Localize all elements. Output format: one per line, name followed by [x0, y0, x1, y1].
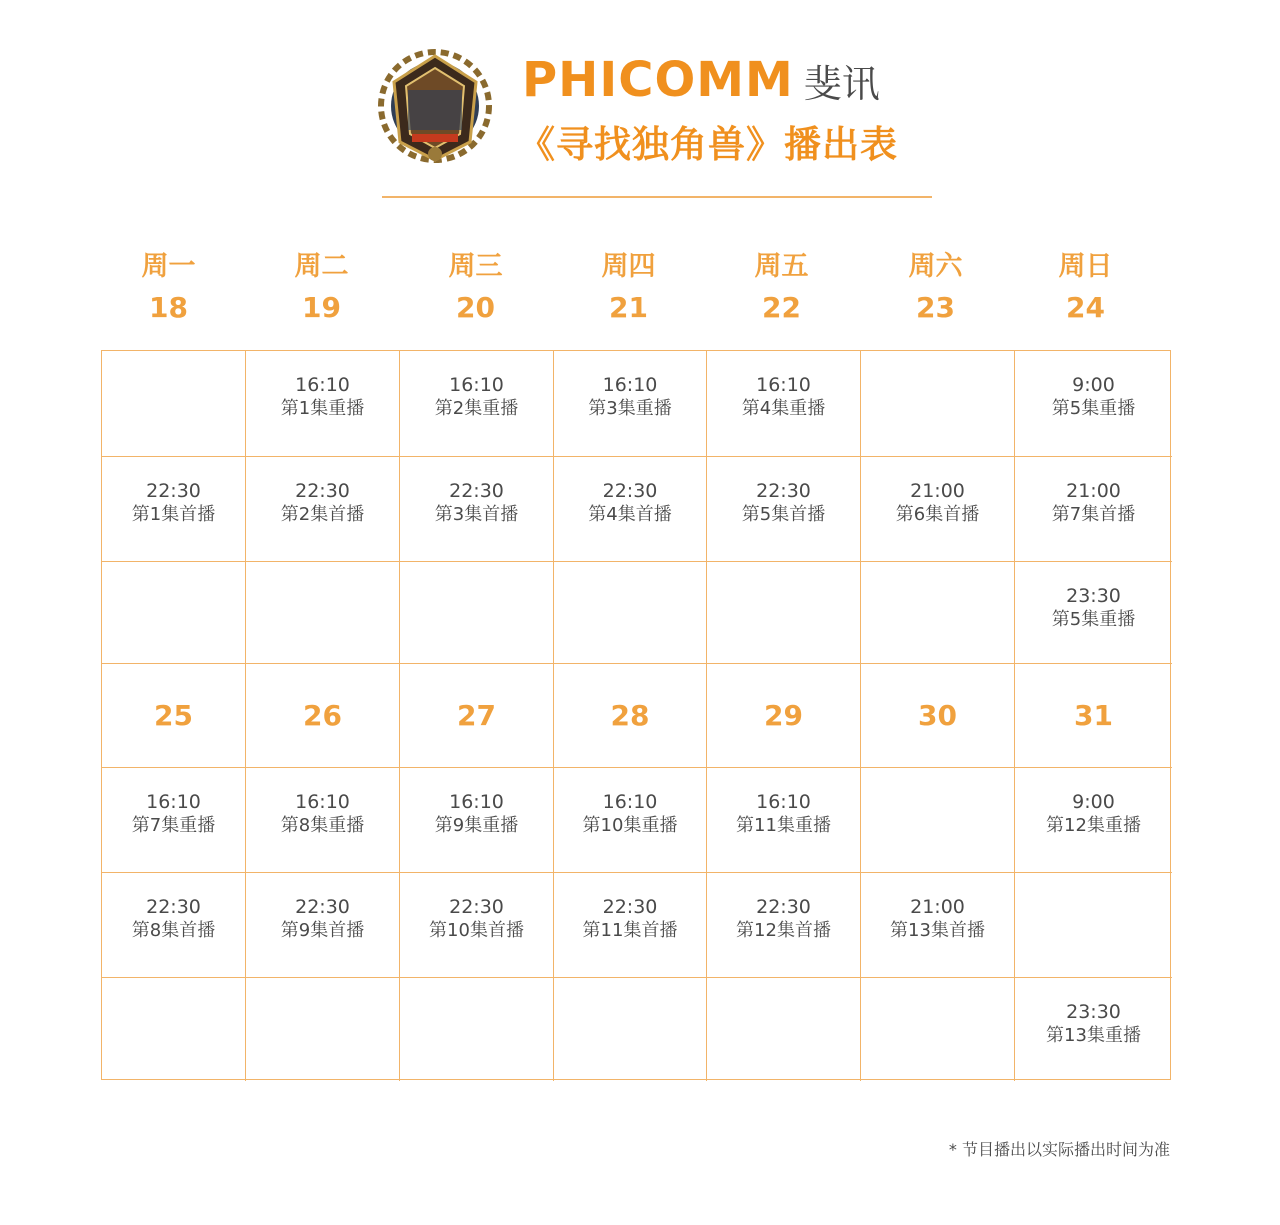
- empty-cell: [102, 562, 246, 664]
- episode-label: 第1集首播: [131, 504, 216, 525]
- empty-cell: [554, 562, 707, 664]
- air-time: 23:30: [1066, 585, 1121, 607]
- schedule-title: 《寻找独角兽》播出表: [518, 123, 898, 166]
- episode-label: 第4集首播: [588, 504, 672, 525]
- episode-label: 第3集重播: [588, 398, 672, 419]
- weekday-label: 周三: [448, 251, 503, 282]
- date-cell: [1015, 664, 1172, 768]
- date-number: 23: [916, 291, 955, 324]
- footnote: * 节目播出以实际播出时间为准: [948, 1140, 1170, 1159]
- schedule-cell: [400, 873, 554, 978]
- schedule-cell: [554, 768, 707, 873]
- episode-label: 第13集重播: [1046, 1025, 1141, 1046]
- empty-cell: [861, 351, 1015, 457]
- date-number: 22: [762, 291, 801, 324]
- day-header: [1009, 248, 1162, 330]
- day-header: [859, 248, 1012, 330]
- empty-cell: [246, 978, 400, 1081]
- weekday-label: 周五: [754, 251, 809, 282]
- date-cell: [246, 664, 400, 768]
- schedule-cell: [1015, 768, 1172, 873]
- air-time: 22:30: [756, 896, 811, 918]
- schedule-cell: [400, 351, 554, 457]
- day-header: [92, 248, 245, 330]
- date-cell: [400, 664, 554, 768]
- schedule-cell: [707, 873, 861, 978]
- episode-label: 第10集首播: [429, 920, 524, 941]
- date-number: 26: [303, 699, 342, 732]
- schedule-cell: [102, 457, 246, 562]
- schedule-cell: [707, 351, 861, 457]
- episode-label: 第13集首播: [890, 920, 985, 941]
- air-time: 16:10: [295, 374, 350, 396]
- episode-label: 第8集首播: [131, 920, 216, 941]
- date-number: 19: [302, 291, 341, 324]
- date-number: 21: [609, 291, 648, 324]
- air-time: 9:00: [1072, 374, 1115, 396]
- episode-label: 第9集重播: [434, 815, 519, 836]
- air-time: 22:30: [602, 480, 658, 502]
- date-cell: [102, 664, 246, 768]
- schedule-cell: [246, 457, 400, 562]
- air-time: 16:10: [449, 374, 504, 396]
- air-time: 22:30: [449, 896, 504, 918]
- schedule-cell: [400, 768, 554, 873]
- date-number: 24: [1066, 291, 1105, 324]
- date-number: 29: [764, 699, 803, 732]
- schedule-cell: [707, 768, 861, 873]
- air-time: 22:30: [295, 480, 350, 502]
- date-cell: [861, 664, 1015, 768]
- air-time: 22:30: [146, 896, 201, 918]
- day-header: [245, 248, 398, 330]
- episode-label: 第2集首播: [280, 504, 365, 525]
- brand-name-en: PHICOMM: [522, 52, 794, 108]
- show-logo: [372, 42, 498, 166]
- day-header: [552, 248, 705, 330]
- schedule-cell: [554, 873, 707, 978]
- date-cell: [707, 664, 861, 768]
- episode-label: 第5集重播: [1051, 609, 1136, 630]
- air-time: 22:30: [602, 896, 658, 918]
- schedule-cell: [707, 457, 861, 562]
- air-time: 21:00: [1066, 480, 1121, 502]
- episode-label: 第1集重播: [280, 398, 365, 419]
- empty-cell: [400, 562, 554, 664]
- brand: [522, 52, 880, 108]
- weekday-label: 周四: [601, 251, 656, 282]
- air-time: 9:00: [1072, 791, 1115, 813]
- schedule-cell: [1015, 562, 1172, 664]
- episode-label: 第9集首播: [280, 920, 365, 941]
- episode-label: 第8集重播: [280, 815, 365, 836]
- episode-label: 第5集首播: [741, 504, 826, 525]
- date-number: 31: [1074, 699, 1113, 732]
- episode-label: 第11集重播: [736, 815, 831, 836]
- date-number: 25: [154, 699, 193, 732]
- schedule-cell: [400, 457, 554, 562]
- air-time: 22:30: [449, 480, 504, 502]
- episode-label: 第2集重播: [434, 398, 519, 419]
- air-time: 22:30: [756, 480, 811, 502]
- empty-cell: [707, 978, 861, 1081]
- air-time: 16:10: [602, 374, 658, 396]
- schedule-cell: [102, 873, 246, 978]
- date-number: 27: [457, 699, 496, 732]
- empty-cell: [861, 562, 1015, 664]
- episode-label: 第7集重播: [131, 815, 216, 836]
- air-time: 16:10: [295, 791, 350, 813]
- empty-cell: [861, 768, 1015, 873]
- schedule-cell: [102, 768, 246, 873]
- air-time: 21:00: [910, 480, 965, 502]
- air-time: 16:10: [146, 791, 201, 813]
- date-cell: [554, 664, 707, 768]
- schedule-cell: [1015, 978, 1172, 1081]
- episode-label: 第12集首播: [736, 920, 831, 941]
- date-number: 18: [149, 291, 188, 324]
- air-time: 23:30: [1066, 1001, 1121, 1023]
- schedule-cell: [246, 768, 400, 873]
- schedule-cell: [861, 457, 1015, 562]
- empty-cell: [707, 562, 861, 664]
- day-header: [399, 248, 552, 330]
- header-divider: [382, 196, 932, 198]
- empty-cell: [102, 978, 246, 1081]
- day-header: [705, 248, 858, 330]
- empty-cell: [861, 978, 1015, 1081]
- air-time: 22:30: [146, 480, 201, 502]
- air-time: 16:10: [449, 791, 504, 813]
- episode-label: 第7集首播: [1051, 504, 1136, 525]
- weekday-label: 周日: [1058, 251, 1113, 282]
- episode-label: 第10集重播: [582, 815, 678, 836]
- weekday-label: 周二: [294, 251, 349, 282]
- episode-label: 第5集重播: [1051, 398, 1136, 419]
- episode-label: 第6集首播: [895, 504, 980, 525]
- episode-label: 第12集重播: [1046, 815, 1141, 836]
- episode-label: 第4集重播: [741, 398, 826, 419]
- episode-label: 第11集首播: [582, 920, 678, 941]
- air-time: 16:10: [756, 791, 811, 813]
- brand-name-cn: 斐讯: [803, 61, 880, 106]
- schedule-cell: [554, 351, 707, 457]
- empty-cell: [102, 351, 246, 457]
- schedule-cell: [246, 351, 400, 457]
- date-number: 30: [918, 699, 957, 732]
- air-time: 16:10: [756, 374, 811, 396]
- air-time: 21:00: [910, 896, 965, 918]
- schedule-cell: [861, 873, 1015, 978]
- air-time: 16:10: [602, 791, 658, 813]
- empty-cell: [400, 978, 554, 1081]
- empty-cell: [554, 978, 707, 1081]
- schedule-cell: [246, 873, 400, 978]
- date-number: 28: [610, 699, 650, 732]
- schedule-cell: [1015, 457, 1172, 562]
- air-time: 22:30: [295, 896, 350, 918]
- schedule-grid: [101, 350, 1171, 1080]
- empty-cell: [1015, 873, 1172, 978]
- empty-cell: [246, 562, 400, 664]
- weekday-label: 周一: [141, 251, 196, 282]
- episode-label: 第3集首播: [434, 504, 519, 525]
- schedule-cell: [1015, 351, 1172, 457]
- date-number: 20: [456, 291, 495, 324]
- schedule-cell: [554, 457, 707, 562]
- weekday-label: 周六: [908, 251, 963, 282]
